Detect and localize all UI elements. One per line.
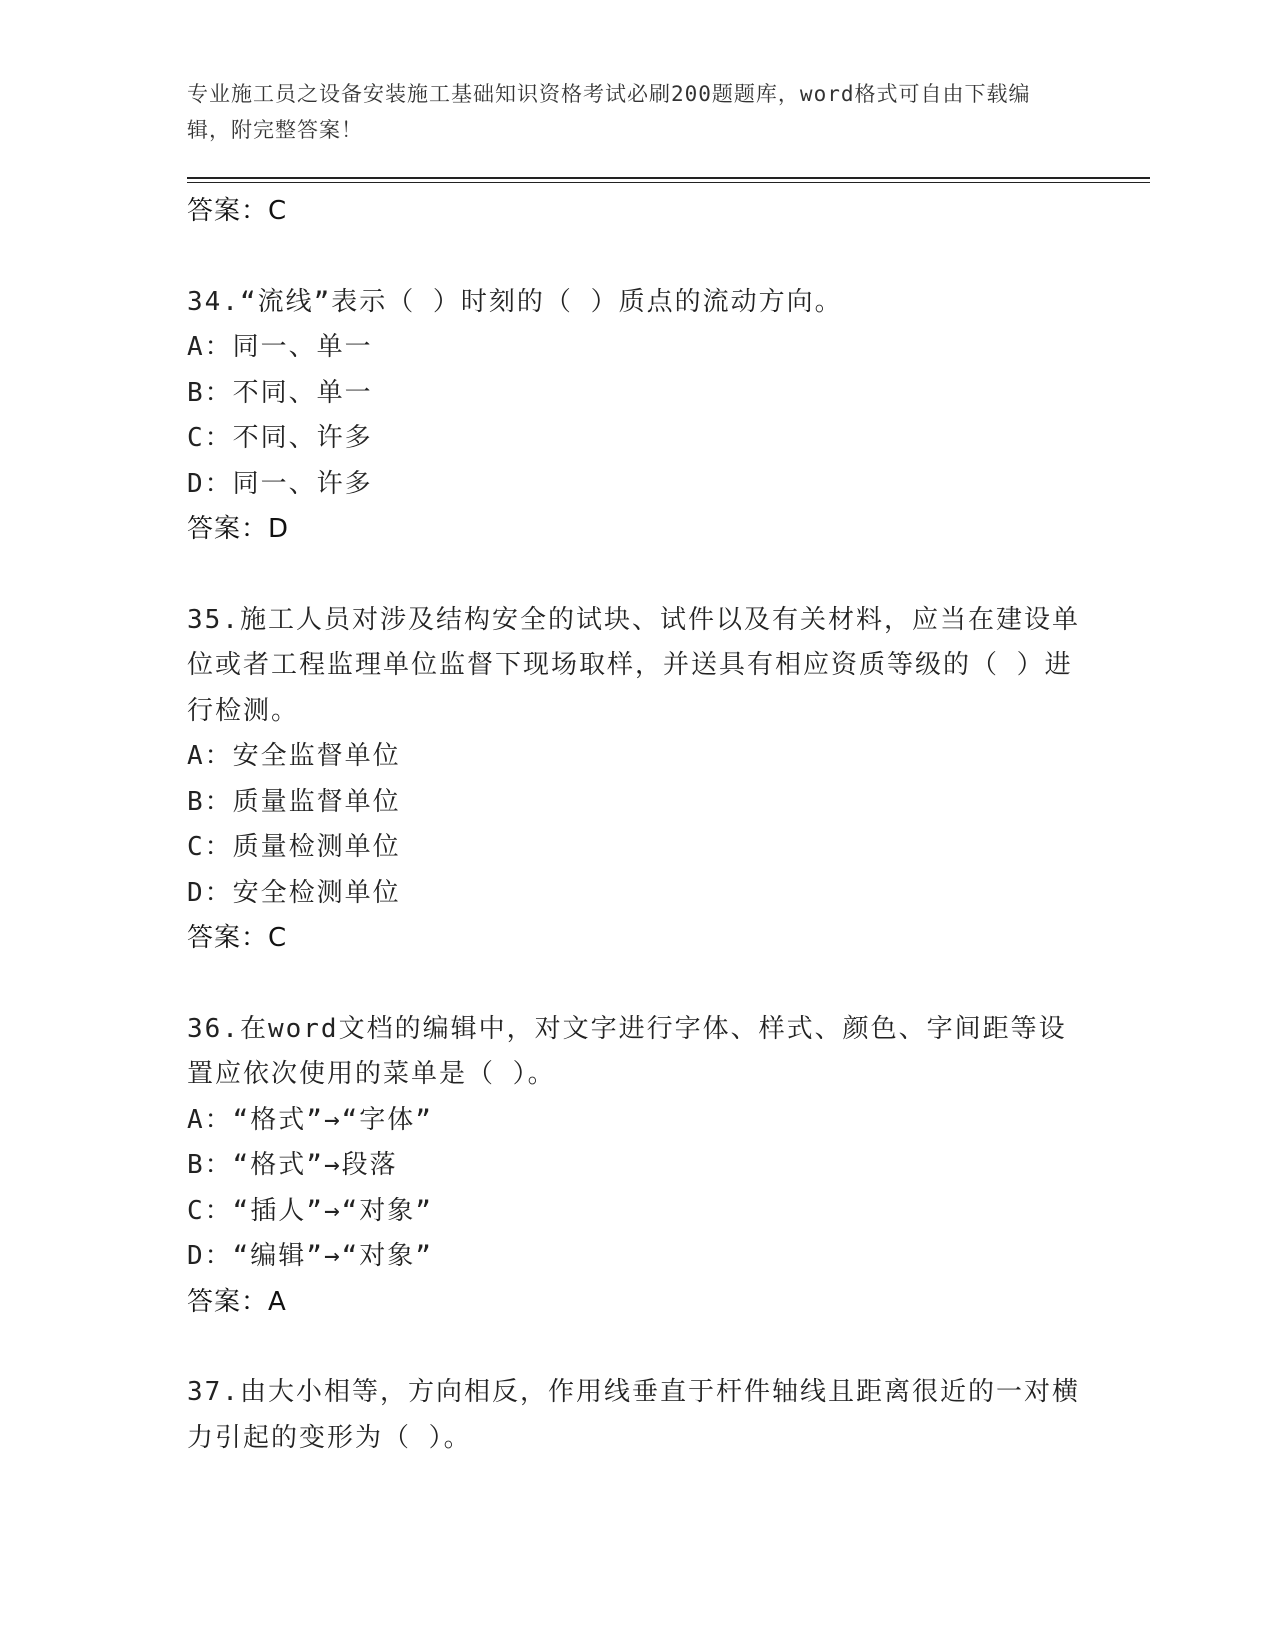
answer-33: 答案：C [187, 196, 288, 226]
question-37: 37.由大小相等，方向相反，作用线垂直于杆件轴线且距离很近的一对横力引起的变形为（ ）。 [187, 1377, 1080, 1453]
question-36: 36.在word文档的编辑中，对文字进行字体、样式、颜色、字间距等设置应依次使用的菜单是（ ）。 [187, 1013, 1067, 1089]
option-34-c: C：不同、许多 [187, 423, 373, 453]
question-list [187, 189, 1087, 1461]
spacer [187, 1325, 1087, 1370]
question-34: 34.“流线”表示（ ）时刻的（ ）质点的流动方向。 [187, 286, 843, 317]
option-35-b: B：质量监督单位 [187, 786, 401, 817]
spacer [187, 553, 1087, 598]
option-35-d: D：安全检测单位 [187, 877, 401, 908]
option-34-b: B：不同、单一 [187, 377, 373, 408]
answer-34: 答案：D [187, 514, 290, 544]
option-36-d: D：“编辑”→“对象” [187, 1241, 433, 1271]
option-35-c: C：质量检测单位 [187, 832, 401, 862]
question-35: 35.施工人员对涉及结构安全的试块、试件以及有关材料，应当在建设单位或者工程监理单位监督下现场取样，并送具有相应资质等级的（ ）进行检测。 [187, 604, 1080, 726]
option-34-a: A：同一、单一 [187, 332, 373, 362]
document-header: 专业施工员之设备安装施工基础知识资格考试必刷200题题库，word格式可自由下载编辑，附完整答案！ [187, 82, 1031, 142]
option-34-d: D：同一、许多 [187, 468, 373, 499]
spacer [187, 235, 1087, 280]
header-divider-thin [187, 182, 1150, 183]
header-divider-thick [187, 177, 1150, 179]
option-35-a: A：安全监督单位 [187, 741, 401, 771]
answer-35: 答案：C [187, 923, 288, 953]
spacer [187, 962, 1087, 1007]
answer-36: 答案：A [187, 1286, 287, 1317]
option-36-a: A：“格式”→“字体” [187, 1104, 433, 1135]
option-36-c: C：“插人”→“对象” [187, 1195, 433, 1226]
option-36-b: B：“格式”→段落 [187, 1150, 398, 1180]
